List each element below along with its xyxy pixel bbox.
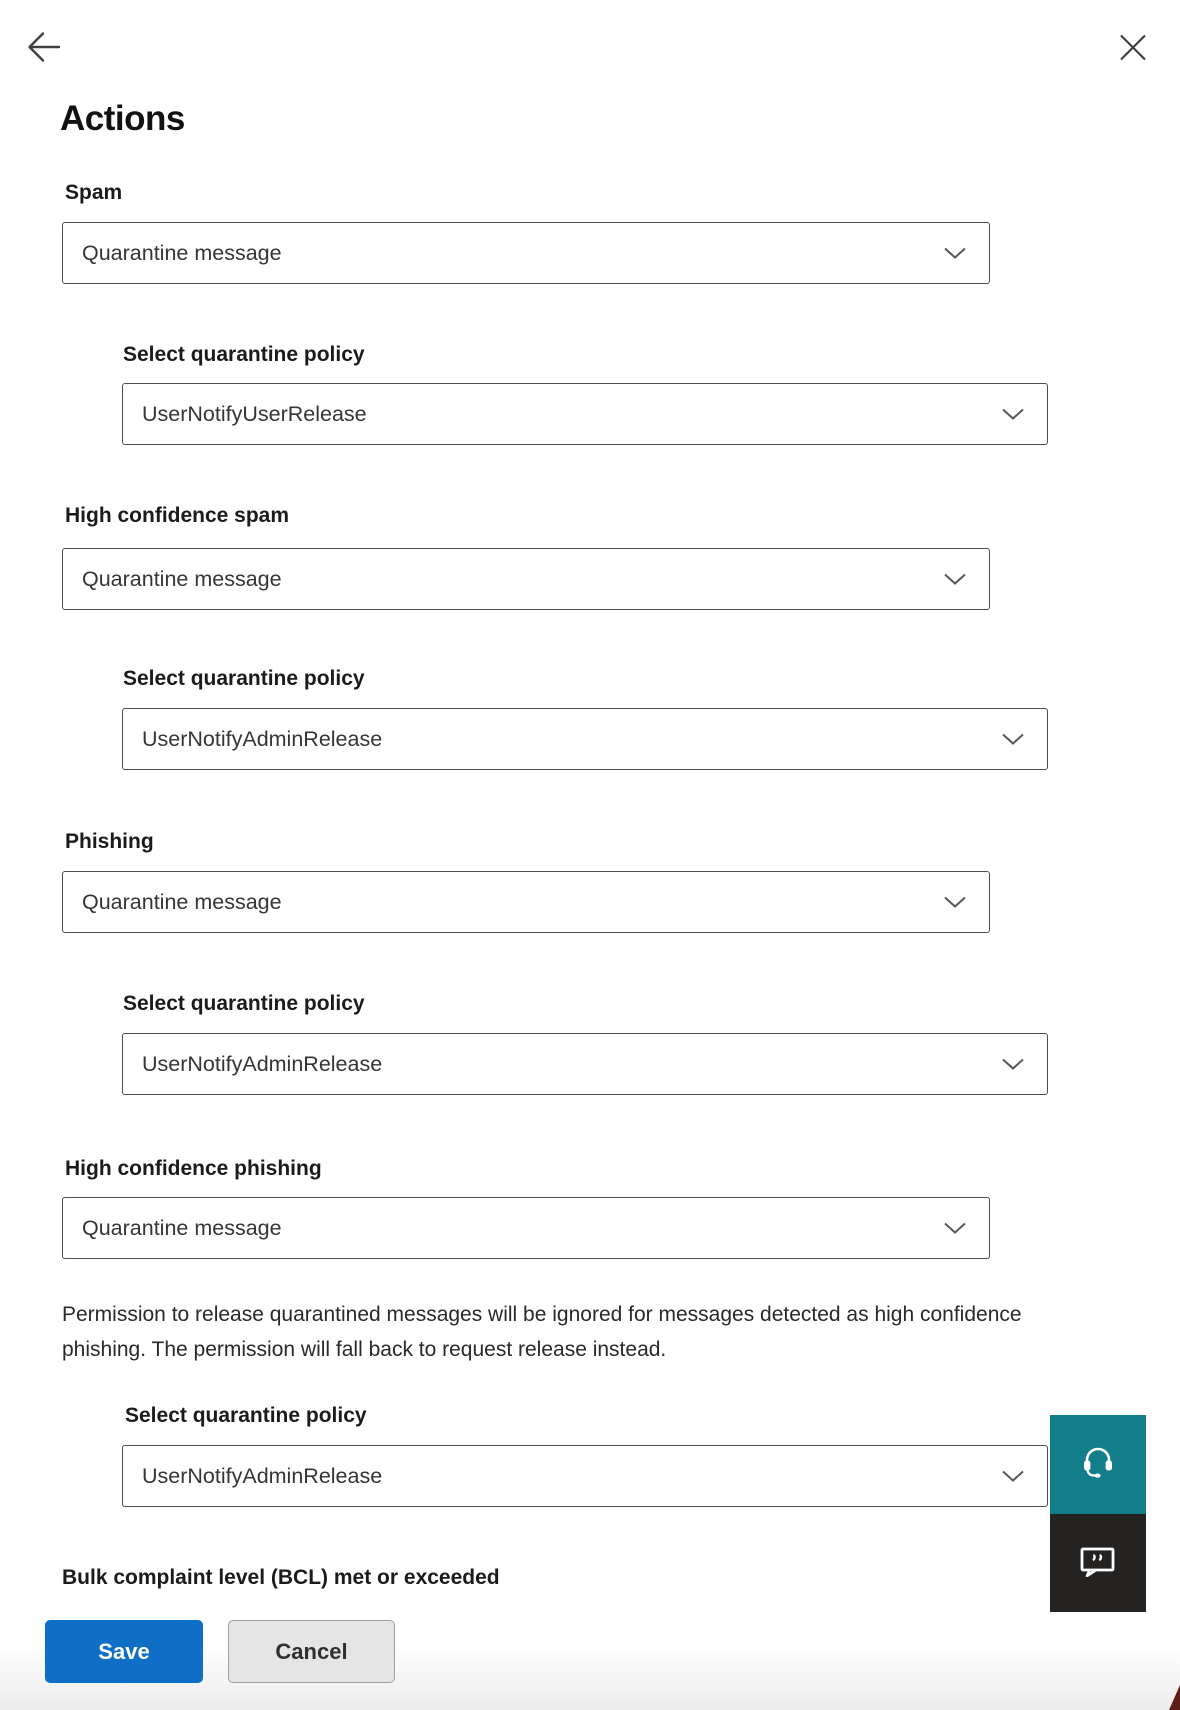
dropdown-value: Quarantine message bbox=[82, 566, 282, 591]
high-confidence-phishing-note: Permission to release quarantined messages will be ignored for messages detected as high confidence phishing. The permission will fall back to request release instead. bbox=[62, 1303, 1022, 1361]
dropdown-value: UserNotifyUserRelease bbox=[142, 401, 367, 426]
chevron-down-icon bbox=[1001, 408, 1025, 421]
chevron-down-icon bbox=[943, 573, 967, 586]
field-label-select-quarantine-policy: Select quarantine policy bbox=[123, 667, 365, 690]
field-label-bulk-complaint-level: Bulk complaint level (BCL) met or exceeded bbox=[62, 1566, 500, 1589]
close-button[interactable] bbox=[1116, 31, 1150, 63]
field-label-high-confidence-phishing: High confidence phishing bbox=[65, 1157, 322, 1180]
save-button[interactable]: Save bbox=[45, 1620, 203, 1683]
dropdown-value: UserNotifyAdminRelease bbox=[142, 1463, 383, 1488]
dropdown-value: Quarantine message bbox=[82, 1215, 282, 1240]
field-label-high-confidence-spam: High confidence spam bbox=[65, 504, 290, 527]
corner-artifact bbox=[1169, 1685, 1180, 1710]
page-title: Actions bbox=[60, 99, 185, 138]
dropdown-value: UserNotifyAdminRelease bbox=[142, 1051, 383, 1076]
chevron-down-icon bbox=[943, 1222, 967, 1235]
dropdown-value: Quarantine message bbox=[82, 889, 282, 914]
high-confidence-phishing-quarantine-policy-dropdown[interactable] bbox=[122, 1445, 1048, 1507]
back-button[interactable] bbox=[25, 29, 63, 65]
phishing-action-dropdown[interactable] bbox=[62, 871, 990, 933]
field-label-phishing: Phishing bbox=[65, 830, 154, 853]
high-confidence-phishing-action-dropdown[interactable] bbox=[62, 1197, 990, 1259]
field-label-spam: Spam bbox=[65, 181, 123, 204]
spam-quarantine-policy-dropdown[interactable] bbox=[122, 383, 1048, 445]
cancel-button[interactable]: Cancel bbox=[228, 1620, 395, 1683]
phishing-quarantine-policy-dropdown[interactable] bbox=[122, 1033, 1048, 1095]
chat-icon bbox=[1080, 1547, 1116, 1580]
spam-action-dropdown[interactable] bbox=[62, 222, 990, 284]
dropdown-value: Quarantine message bbox=[82, 240, 282, 265]
help-button[interactable] bbox=[1050, 1415, 1146, 1514]
chevron-down-icon bbox=[1001, 733, 1025, 746]
chevron-down-icon bbox=[943, 896, 967, 909]
field-label-select-quarantine-policy: Select quarantine policy bbox=[123, 992, 365, 1015]
high-confidence-spam-action-dropdown[interactable] bbox=[62, 548, 990, 610]
arrow-left-icon bbox=[26, 52, 62, 67]
feedback-button[interactable] bbox=[1050, 1514, 1146, 1612]
field-label-select-quarantine-policy: Select quarantine policy bbox=[125, 1404, 367, 1427]
high-confidence-spam-quarantine-policy-dropdown[interactable] bbox=[122, 708, 1048, 770]
close-icon bbox=[1118, 50, 1148, 65]
chevron-down-icon bbox=[1001, 1058, 1025, 1071]
field-label-select-quarantine-policy: Select quarantine policy bbox=[123, 343, 365, 366]
dropdown-value: UserNotifyAdminRelease bbox=[142, 726, 383, 751]
chevron-down-icon bbox=[1001, 1470, 1025, 1483]
headset-icon bbox=[1079, 1447, 1117, 1482]
chevron-down-icon bbox=[943, 247, 967, 260]
